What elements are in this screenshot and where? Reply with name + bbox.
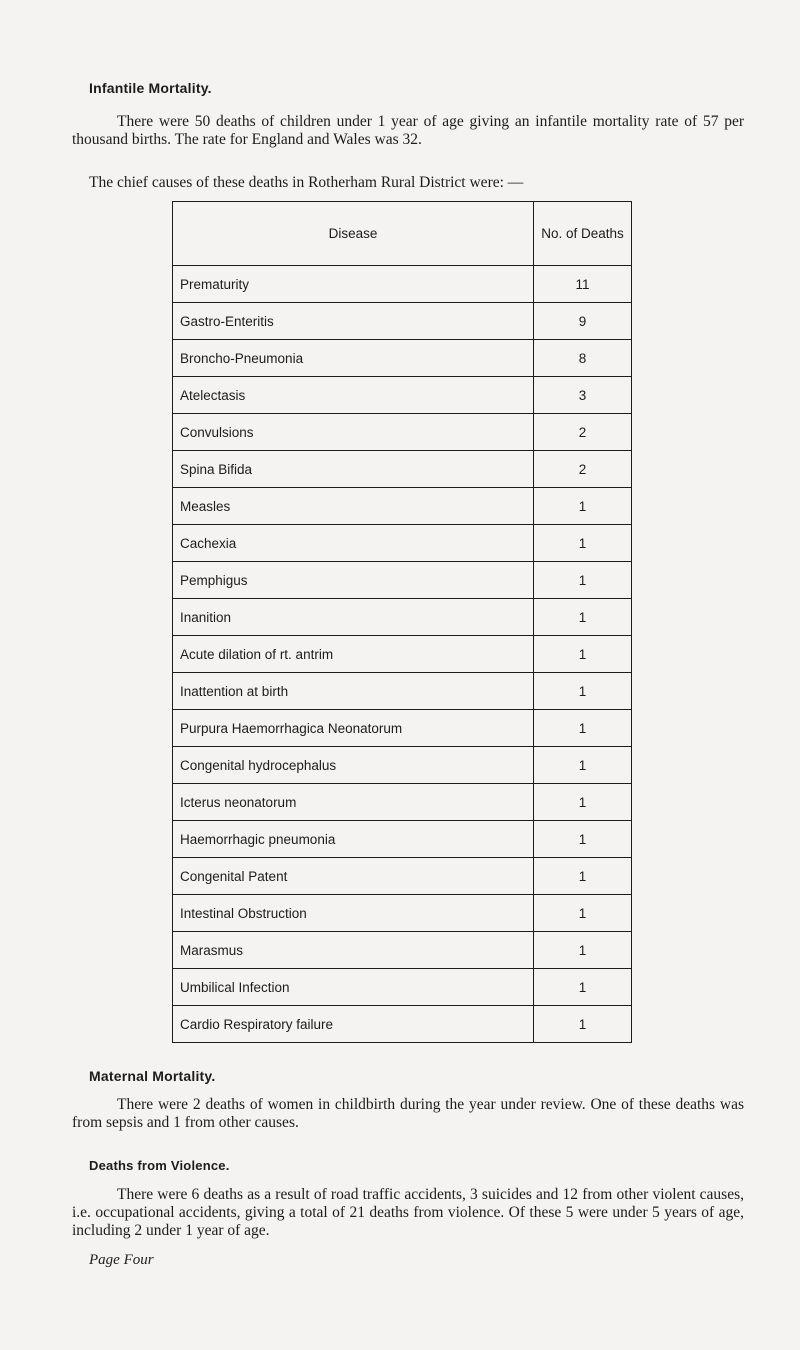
disease-cell: Convulsions: [173, 414, 534, 451]
page-number: Page Four: [89, 1252, 154, 1268]
table-row: [173, 747, 632, 784]
deaths-count-cell: 1: [534, 599, 632, 636]
deaths-count-cell: 11: [534, 266, 632, 303]
deaths-count-cell: 2: [534, 451, 632, 488]
deaths-column-header: No. of Deaths: [534, 202, 632, 266]
table-body: [173, 266, 632, 1043]
table-row: [173, 821, 632, 858]
table-row: [173, 377, 632, 414]
table-row: [173, 340, 632, 377]
deaths-count-cell: 8: [534, 340, 632, 377]
disease-cell: Atelectasis: [173, 377, 534, 414]
disease-cell: Congenital Patent: [173, 858, 534, 895]
deaths-count-cell: 1: [534, 710, 632, 747]
table-row: [173, 1006, 632, 1043]
disease-cell: Measles: [173, 488, 534, 525]
disease-cell: Intestinal Obstruction: [173, 895, 534, 932]
disease-cell: Purpura Haemorrhagica Neonatorum: [173, 710, 534, 747]
disease-cell: Acute dilation of rt. antrim: [173, 636, 534, 673]
disease-cell: Marasmus: [173, 932, 534, 969]
disease-cell: Broncho-Pneumonia: [173, 340, 534, 377]
deaths-count-cell: 2: [534, 414, 632, 451]
deaths-count-cell: 1: [534, 1006, 632, 1043]
deaths-count-cell: 1: [534, 858, 632, 895]
table-row: [173, 414, 632, 451]
disease-cell: Pemphigus: [173, 562, 534, 599]
infantile-mortality-heading: Infantile Mortality.: [89, 80, 212, 96]
chief-causes-intro: The chief causes of these deaths in Rotherham Rural District were: —: [89, 174, 524, 191]
deaths-from-violence-heading: Deaths from Violence.: [89, 1158, 230, 1173]
table-row: [173, 895, 632, 932]
disease-cell: Inattention at birth: [173, 673, 534, 710]
deaths-count-cell: 1: [534, 488, 632, 525]
causes-of-death-table: [172, 201, 632, 1043]
table-row: [173, 932, 632, 969]
table-row: [173, 599, 632, 636]
table-row: [173, 784, 632, 821]
deaths-count-cell: 3: [534, 377, 632, 414]
deaths-count-cell: 1: [534, 562, 632, 599]
disease-cell: Gastro-Enteritis: [173, 303, 534, 340]
deaths-count-cell: 1: [534, 747, 632, 784]
disease-column-header: Disease: [173, 202, 534, 266]
disease-cell: Congenital hydrocephalus: [173, 747, 534, 784]
table-row: [173, 710, 632, 747]
table-row: [173, 636, 632, 673]
disease-cell: Cachexia: [173, 525, 534, 562]
table-row: [173, 266, 632, 303]
disease-cell: Icterus neonatorum: [173, 784, 534, 821]
disease-cell: Prematurity: [173, 266, 534, 303]
table-row: [173, 858, 632, 895]
deaths-count-cell: 1: [534, 969, 632, 1006]
deaths-count-cell: 1: [534, 525, 632, 562]
deaths-from-violence-paragraph: There were 6 deaths as a result of road traffic accidents, 3 suicides and 12 from other violent causes, i.e. occupational accidents, giving a total of 21 deaths from violence. Of these 5 were under 5 years of age, including 2 under 1 year of age.: [72, 1186, 744, 1239]
table-row: [173, 562, 632, 599]
disease-cell: Inanition: [173, 599, 534, 636]
table-row: [173, 673, 632, 710]
deaths-count-cell: 1: [534, 895, 632, 932]
table-header-row: [173, 202, 632, 266]
table-row: [173, 969, 632, 1006]
deaths-count-cell: 1: [534, 821, 632, 858]
table-row: [173, 451, 632, 488]
deaths-count-cell: 1: [534, 673, 632, 710]
infantile-mortality-paragraph: There were 50 deaths of children under 1 year of age giving an infantile mortality rate of 57 per thousand births. The rate for England and Wales was 32.: [72, 113, 744, 148]
table-row: [173, 525, 632, 562]
deaths-count-cell: 1: [534, 784, 632, 821]
deaths-count-cell: 1: [534, 636, 632, 673]
disease-cell: Haemorrhagic pneumonia: [173, 821, 534, 858]
disease-cell: Spina Bifida: [173, 451, 534, 488]
table-row: [173, 303, 632, 340]
deaths-count-cell: 9: [534, 303, 632, 340]
maternal-mortality-paragraph: There were 2 deaths of women in childbirth during the year under review. One of these deaths was from sepsis and 1 from other causes.: [72, 1096, 744, 1131]
disease-cell: Umbilical Infection: [173, 969, 534, 1006]
maternal-mortality-heading: Maternal Mortality.: [89, 1068, 216, 1084]
deaths-count-cell: 1: [534, 932, 632, 969]
table-row: [173, 488, 632, 525]
disease-cell: Cardio Respiratory failure: [173, 1006, 534, 1043]
